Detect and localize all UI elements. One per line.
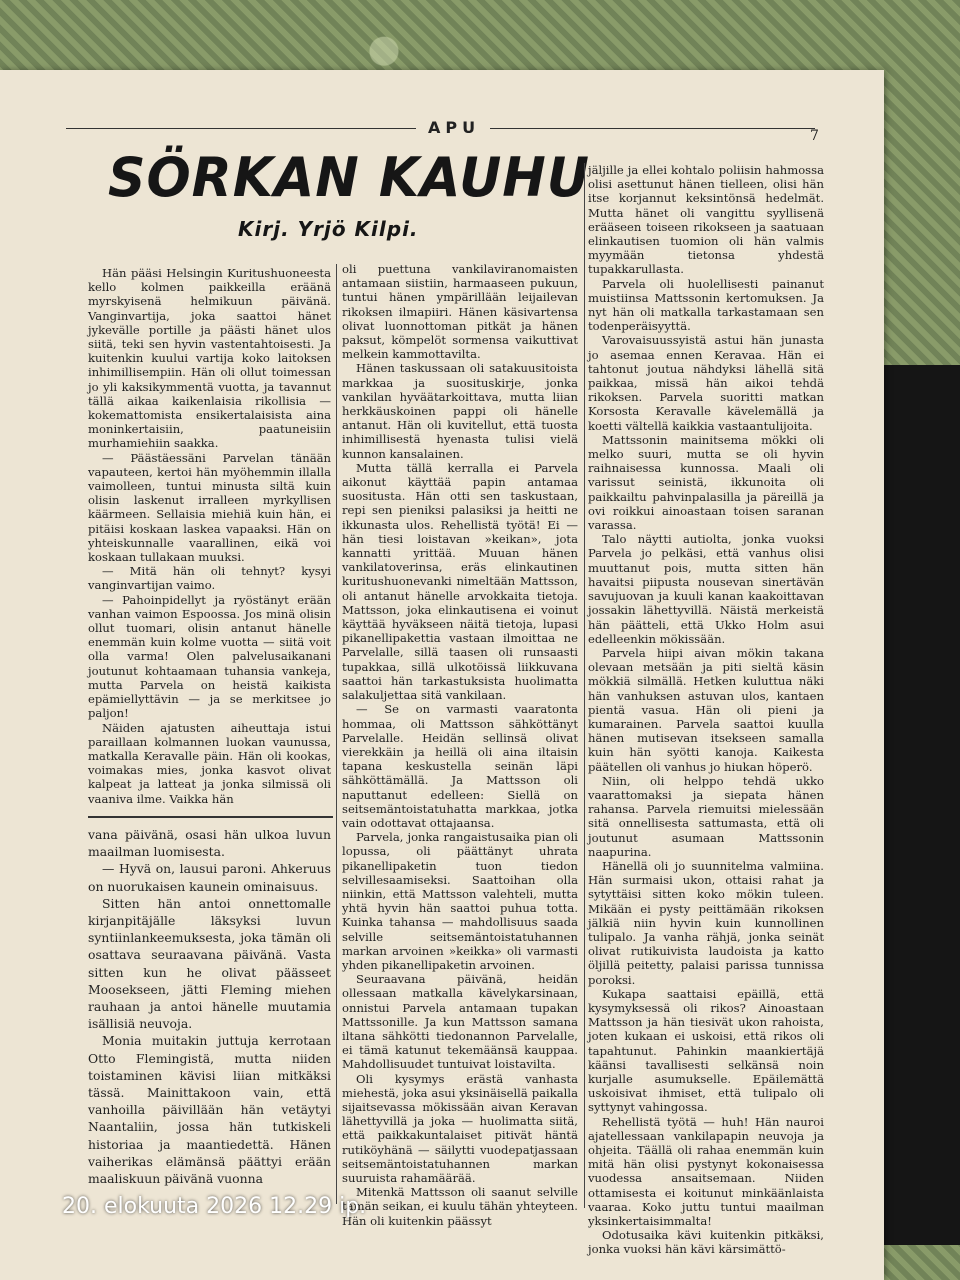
paragraph: — Mitä hän oli tehnyt? kysyi vanginvartijan vaimo. [88,564,331,593]
article-title: SÖRKAN KAUHU [108,146,591,210]
paragraph: Sitten hän antoi onnettomalle kirjanpitäjälle läksyksi luvun syntiinlankeemuksesta, joka tämän oli osattava seuraavana päivänä. Vasta sitten kun he olivat päässeet Moosekseen, jätti Fleming miehen rauhaan ja antoi hänelle muutamia isällisiä neuvoja. [88,895,331,1032]
header-rule-right [490,128,815,129]
paragraph: Niin, oli helppo tehdä ukko vaarattomaksi ja siepata hänen rahansa. Parvela riemuitsi mielessään sitä onnellisesta sattumasta, että oli joutunut asumaan Mattssonin naapurina. [588,773,824,859]
paragraph: Monia muitakin juttuja kerrotaan Otto Flemingistä, mutta niiden toistaminen kävisi liian mitkäksi tässä. Mainittakoon vain, että vanhoilla päivillään hän vetäytyi Naantaliin, jossa hän tutkiskeli historiaa ja maantiedettä. Hänen vaiherikas elämänsä päättyi erään maaliskuun päivänä vuonna [88,1033,331,1187]
column-3 [588,163,824,1257]
magazine-page [0,70,884,1280]
paragraph: vana päivänä, osasi hän ulkoa luvun maailman luomisesta. [88,827,331,860]
column-2 [342,262,578,1228]
paragraph: Hän pääsi Helsingin Kuritushuoneesta kello kolmen paikkeilla eräänä myrskyisenä helmikuun päivänä. Vanginvartija, joka saattoi hänet jykevälle portille ja päästi hänet ulos siitä, teki sen hyvin vastentahtoisesti. Ja kuitenkin kuului vartija koko laitoksen inhimillisempiin. Hän oli ollut toimessan jo yli kaksikymmentä vuotta, ja tavannut tällä aikaa kaikenlaisia rikollisia — kokemattomista ensikertalaisista aina moninkertaisiin, paatuneisiin murhamiehiin saakka. [88,266,331,451]
column-rule [336,264,337,1204]
paragraph: Hänen taskussaan oli satakuusitoista markkaa ja suosituskirje, jonka vankilan hyväätarkoittava, mutta liian herkkäuskoinen pappi oli hänelle antanut. Hän oli kuvitellut, että tuosta inhimillisestä hyenasta tulisi vielä kunnon kansalainen. [342,361,578,461]
paragraph: — Hyvä on, lausui paroni. Ahkeruus on nuorukaisen kaunein ominaisuus. [88,861,331,894]
magazine-name: APU [428,118,481,137]
paragraph: Kukapa saattaisi epäillä, että kysymyksessä oli rikos? Ainoastaan Mattsson ja hän tiesivät ukon rahoista, joten kukaan ei uskoisi, että rikos oli tapahtunut. Pahinkin maankiertäjä käänsi tavallisesti selkänsä noin kurjalle asumukselle. Epäilemättä uskoisivat ihmiset, että tulipalo oli syttynyt vahingossa. [588,986,824,1115]
page-number: 7 [810,128,819,144]
paragraph: Mutta tällä kerralla ei Parvela aikonut käyttää papin antamaa suositusta. Hän otti sen taskustaan, repi sen pieniksi palasiksi ja heitti ne ikkunasta ulos. Rehellistä työtä! Ei — hän tiesi loistavan »keikan», jota kannatti yrittää. Muuan hänen vankilatoverinsa, eräs elinkautinen kuritushuonevanki nimeltään Mattsson, oli antanut hänelle arvokkaita tietoja. Mattsson, joka elinkautisena ei voinut käyttää hyväkseen näitä tietoja, lupasi pikanellipakettia vastaan ilmoittaa ne Parvelalle, sillä taasen oli runsaasti tupakkaa, sillä ulkotöissä liikkuvana saattoi hän tarkastuksista huolimatta salakuljettaa sitä vankilaan. [342,460,578,703]
article-byline: Kirj. Yrjö Kilpi. [238,217,419,241]
column-1-top [88,266,331,811]
paragraph: Parvela hiipi aivan mökin takana olevaan metsään ja piti sieltä käsin mökkiä silmällä. Hetken kuluttua näki hän vanhuksen astuvan ulos, kantaen pientä vasua. Hän oli pieni ja kumarainen. Parvela saattoi kuulla hänen mutisevan itsekseen samalla kuin hän syötti kanoja. Kaikesta päätellen oli vanhus jo hiukan höperö. [588,645,824,774]
header-rule-left [66,128,416,129]
paragraph: Seuraavana päivänä, heidän ollessaan matkalla kävelykarsinaan, onnistui Parvela antamaan tupakan Mattssonille. Ja kun Mattsson samana iltana sähkötti tiedonannon Parvelalle, ei tämä katunut tekemäänsä kauppaa. Mahdollisuudet tuntuivat loistavilta. [342,972,578,1072]
paragraph: — Päästäessäni Parvelan tänään vapauteen, kertoi hän myöhemmin illalla vaimolleen, tuntui minusta siltä kuin olisin laskenut irralleen myrkyllisen käärmeen. Sellaisia miehiä kuin hän, ei pitäisi koskaan laskea vapaaksi. Hän on yhteiskunnalle vaarallinen, eikä voi koskaan tullakaan muuksi. [88,450,331,565]
paragraph: — Se on varmasti vaaratonta hommaa, oli Mattsson sähköttänyt Parvelalle. Heidän sellinsä olivat vierekkäin ja heillä oli aina iltaisin tapana keskustella seinän läpi sähköttämällä. Ja Mattsson oli naputtanut edelleen: Siellä on seitsemäntoistatuhatta markkaa, jotka vain odottavat ottajaansa. [342,702,578,830]
paragraph: Näiden ajatusten aiheuttaja istui paraillaan kolmannen luokan vaunussa, matkalla Keravalle päin. Hän oli kookas, voimakas mies, jonka kasvot olivat kalpeat ja latteat ja jonka silmissä oli vaaniva ilme. Vaikka hän [88,720,331,806]
column-1-bottom [88,826,331,1210]
paragraph: Parvela, jonka rangaistusaika pian oli lopussa, oli päättänyt uhrata pikanellipaketin tuon tiedon selvillesaamiseksi. Saattoihan olla niinkin, että Mattsson valehteli, mutta yhtä hyvin hän saattoi puhua totta. Kuinka tahansa — mahdollisuus saada selville seitsemäntoistatuhannen markan arvoinen »keikka» oli varmasti yhden pikanellipaketin arvoinen. [342,830,578,972]
section-divider [88,816,333,818]
paragraph: Odotusaika kävi kuitenkin pitkäksi, jonka vuoksi hän kävi kärsimättö- [588,1228,824,1257]
paragraph: — Pahoinpidellyt ja ryöstänyt erään vanhan vaimon Espoossa. Jos minä olisin ollut tuomari, olisin antanut hänelle enemmän kuin kolme vuotta — siitä voit olla varma! Olen palvelusaikanani joutunut kohtaamaan tuhansia vankeja, mutta Parvela on heistä kaikista epämiellyttävin — ja se merkitsee jo paljon! [88,592,331,721]
laptop-edge [872,365,960,1245]
paragraph: Mattssonin mainitsema mökki oli melko suuri, mutta se oli hyvin raihnaisessa kunnossa. Maali oli varissut seinistä, ikkunoita oli paikkailtu pahvinpalasilla ja päreillä ja ovi roikkui ainoastaan toisen saranan varassa. [588,432,824,533]
paragraph: Talo näytti autiolta, jonka vuoksi Parvela jo pelkäsi, että vanhus olisi muuttanut pois, mutta sitten hän havaitsi piipusta nousevan sinertävän savujuovan ja kuuli kanan kaakoittavan jossakin lähettyvillä. Näistä merkeistä hän päätteli, että Ukko Holm asui edelleenkin mökissään. [588,532,824,646]
paragraph: jäljille ja ellei kohtalo poliisin hahmossa olisi asettunut hänen tielleen, olisi hän itse korjannut keksintönsä hedelmät. Mutta hänet oli vangittu syyllisenä erääseen toiseen rikokseen ja saatuaan elinkautisen tuomion oli hän valmis myymään tietonsa yhdestä tupakkarullasta. [588,163,824,277]
paragraph: Rehellistä työtä — huh! Hän nauroi ajatellessaan vankilapapin neuvoja ja ohjeita. Täällä oli rahaa enemmän kuin mitä hän olisi pystynyt kokonaisessa vuodessa ansaitsemaan. Niiden ottamisesta ei koitunut minkäänlaista vaaraa. Koko juttu tuntui maailman yksinkertaisimmalta! [588,1114,824,1229]
column-rule [584,163,585,1208]
paragraph: Oli kysymys erästä vanhasta miehestä, joka asui yksinäisellä paikalla sijaitsevassa mökissään aivan Keravan lähettyvillä ja joka — huolimatta siitä, että paikkakuntalaiset pitivät häntä rutiköyhänä — säilytti vuodepatjassaan seitsemäntoistatuhannen markan suuruista rahamäärää. [342,1071,578,1185]
paragraph: Mitenkä Mattsson oli saanut selville tämän seikan, ei kuulu tähän yhteyteen. Hän oli kuitenkin päässyt [342,1185,578,1228]
paragraph: Hänellä oli jo suunnitelma valmiina. Hän surmaisi ukon, ottaisi rahat ja sytyttäisi sitten koko mökin tuleen. Mikään ei pysty peittämään rikoksen jälkiä niin hyvin kuin kunnollinen tulipalo. Ja vanha rähjä, jonka seinät olivat rutikuivista laudoista ja katto öljillä peitetty, palaisi parissa tunnissa poroksi. [588,858,824,987]
photo-timestamp: 20. elokuuta 2026 12.29 ip. [62,1194,367,1219]
paragraph: Varovaisuussyistä astui hän junasta jo asemaa ennen Keravaa. Hän ei tahtonut joutua nähdyksi lähellä sitä paikkaa, missä hän aikoi tehdä rikoksen. Parvela suoritti matkan Korsosta Keravalle kävelemällä ja koetti vältellä kaikkia vastaantulijoita. [588,333,824,433]
paragraph: Parvela oli huolellisesti painanut muistiinsa Mattssonin kertomuksen. Ja nyt hän oli matkalla tarkastamaan sen todenperäisyyttä. [588,276,824,334]
paragraph: oli puettuna vankilaviranomaisten antamaan siistiin, harmaaseen pukuun, tuntui hänen ympärillään leijailevan rikoksen ilmapiiri. Hänen käsivartensa olivat luonnottoman pitkät ja hänen paksut, kömpelöt sormensa vaikuttivat melkein kammottavilta. [342,262,578,362]
